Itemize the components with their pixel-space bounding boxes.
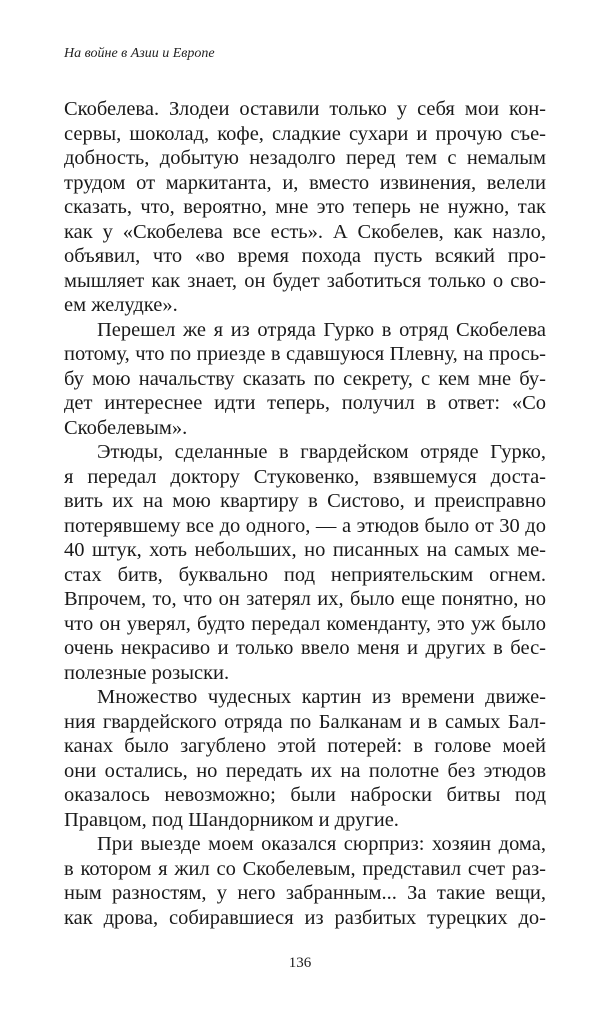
text-line: они остались, но передать их на полотне без этюдов — [64, 759, 546, 782]
text-line: 40 штук, хоть небольших, но писанных на самых ме- — [64, 539, 546, 561]
text-line: Перешел же я из отряда Гурко в отряд Скобелева — [97, 318, 546, 341]
text-line: что он уверял, будто передал коменданту, это уж было — [64, 612, 546, 635]
paragraph — [64, 440, 546, 685]
paragraph — [64, 685, 546, 832]
text-line: добность, добытую незадолго перед тем с немалым — [64, 147, 546, 169]
text-line: как у «Скобелева все есть». А Скобелев, как назло, — [64, 220, 546, 243]
text-line: Скобелева. Злодеи оставили только у себя мои кон- — [64, 98, 546, 120]
text-line: очень некрасиво и только ввело меня и других в бес- — [64, 637, 546, 659]
text-line: как дрова, собиравшиеся из разбитых турецких до- — [64, 906, 546, 929]
text-line: стах битв, буквально под неприятельским огнем. — [64, 563, 546, 586]
text-line: трудом от маркитанта, и, вместо извинения, велели — [64, 171, 546, 194]
text-line: мышляет как знает, он будет заботиться только о сво- — [64, 269, 546, 292]
text-line: канах было загублено этой потерей: в голове моей — [64, 735, 546, 757]
text-line: сказать, что, вероятно, мне это теперь не нужно, так — [64, 196, 546, 218]
running-header: На войне в Азии и Европе — [64, 46, 215, 61]
text-line: сервы, шоколад, кофе, сладкие сухари и прочую съе- — [64, 122, 546, 145]
page-number: 136 — [288, 955, 312, 971]
paragraph — [64, 832, 546, 930]
text-line: дет интереснее идти теперь, получил в ответ: «Со — [64, 392, 546, 414]
text-line: Скобелевым». — [64, 416, 188, 439]
text-line: полезные розыски. — [64, 661, 230, 684]
body-text — [64, 97, 546, 930]
text-line: в котором я жил со Скобелевым, представил счет раз- — [64, 857, 546, 880]
text-line: ния гвардейского отряда по Балканам и в самых Бал- — [64, 710, 546, 733]
text-line: потерявшему все до одного, — а этюдов было от 30 до — [64, 514, 546, 537]
text-line: объявил, что «во время похода пусть всякий про- — [64, 245, 546, 267]
text-line: Множество чудесных картин из времени движе- — [97, 686, 546, 708]
text-line: оказалось невозможно; были наброски битвы под — [64, 784, 546, 806]
text-line: При выезде моем оказался сюрприз: хозяин дома, — [97, 833, 546, 855]
text-line: бу мою начальству сказать по секрету, с кем мне бу- — [64, 367, 546, 390]
text-line: ным разностям, у него забранным... За такие вещи, — [64, 882, 546, 904]
text-line: Этюды, сделанные в гвардейском отряде Гурко, — [97, 441, 546, 463]
paragraph — [64, 97, 546, 318]
text-line: вить их на мою квартиру в Систово, и преисправно — [64, 490, 546, 512]
text-line: Правцом, под Шандорником и другие. — [64, 808, 399, 831]
text-line: ем желудке». — [64, 294, 178, 316]
paragraph — [64, 318, 546, 441]
text-line: потому, что по приезде в сдавшуюся Плевну, на прось- — [64, 343, 546, 365]
text-line: Впрочем, то, что он затерял их, было еще понятно, но — [64, 588, 546, 610]
text-line: я передал доктору Стуковенко, взявшемуся доста- — [64, 465, 546, 488]
